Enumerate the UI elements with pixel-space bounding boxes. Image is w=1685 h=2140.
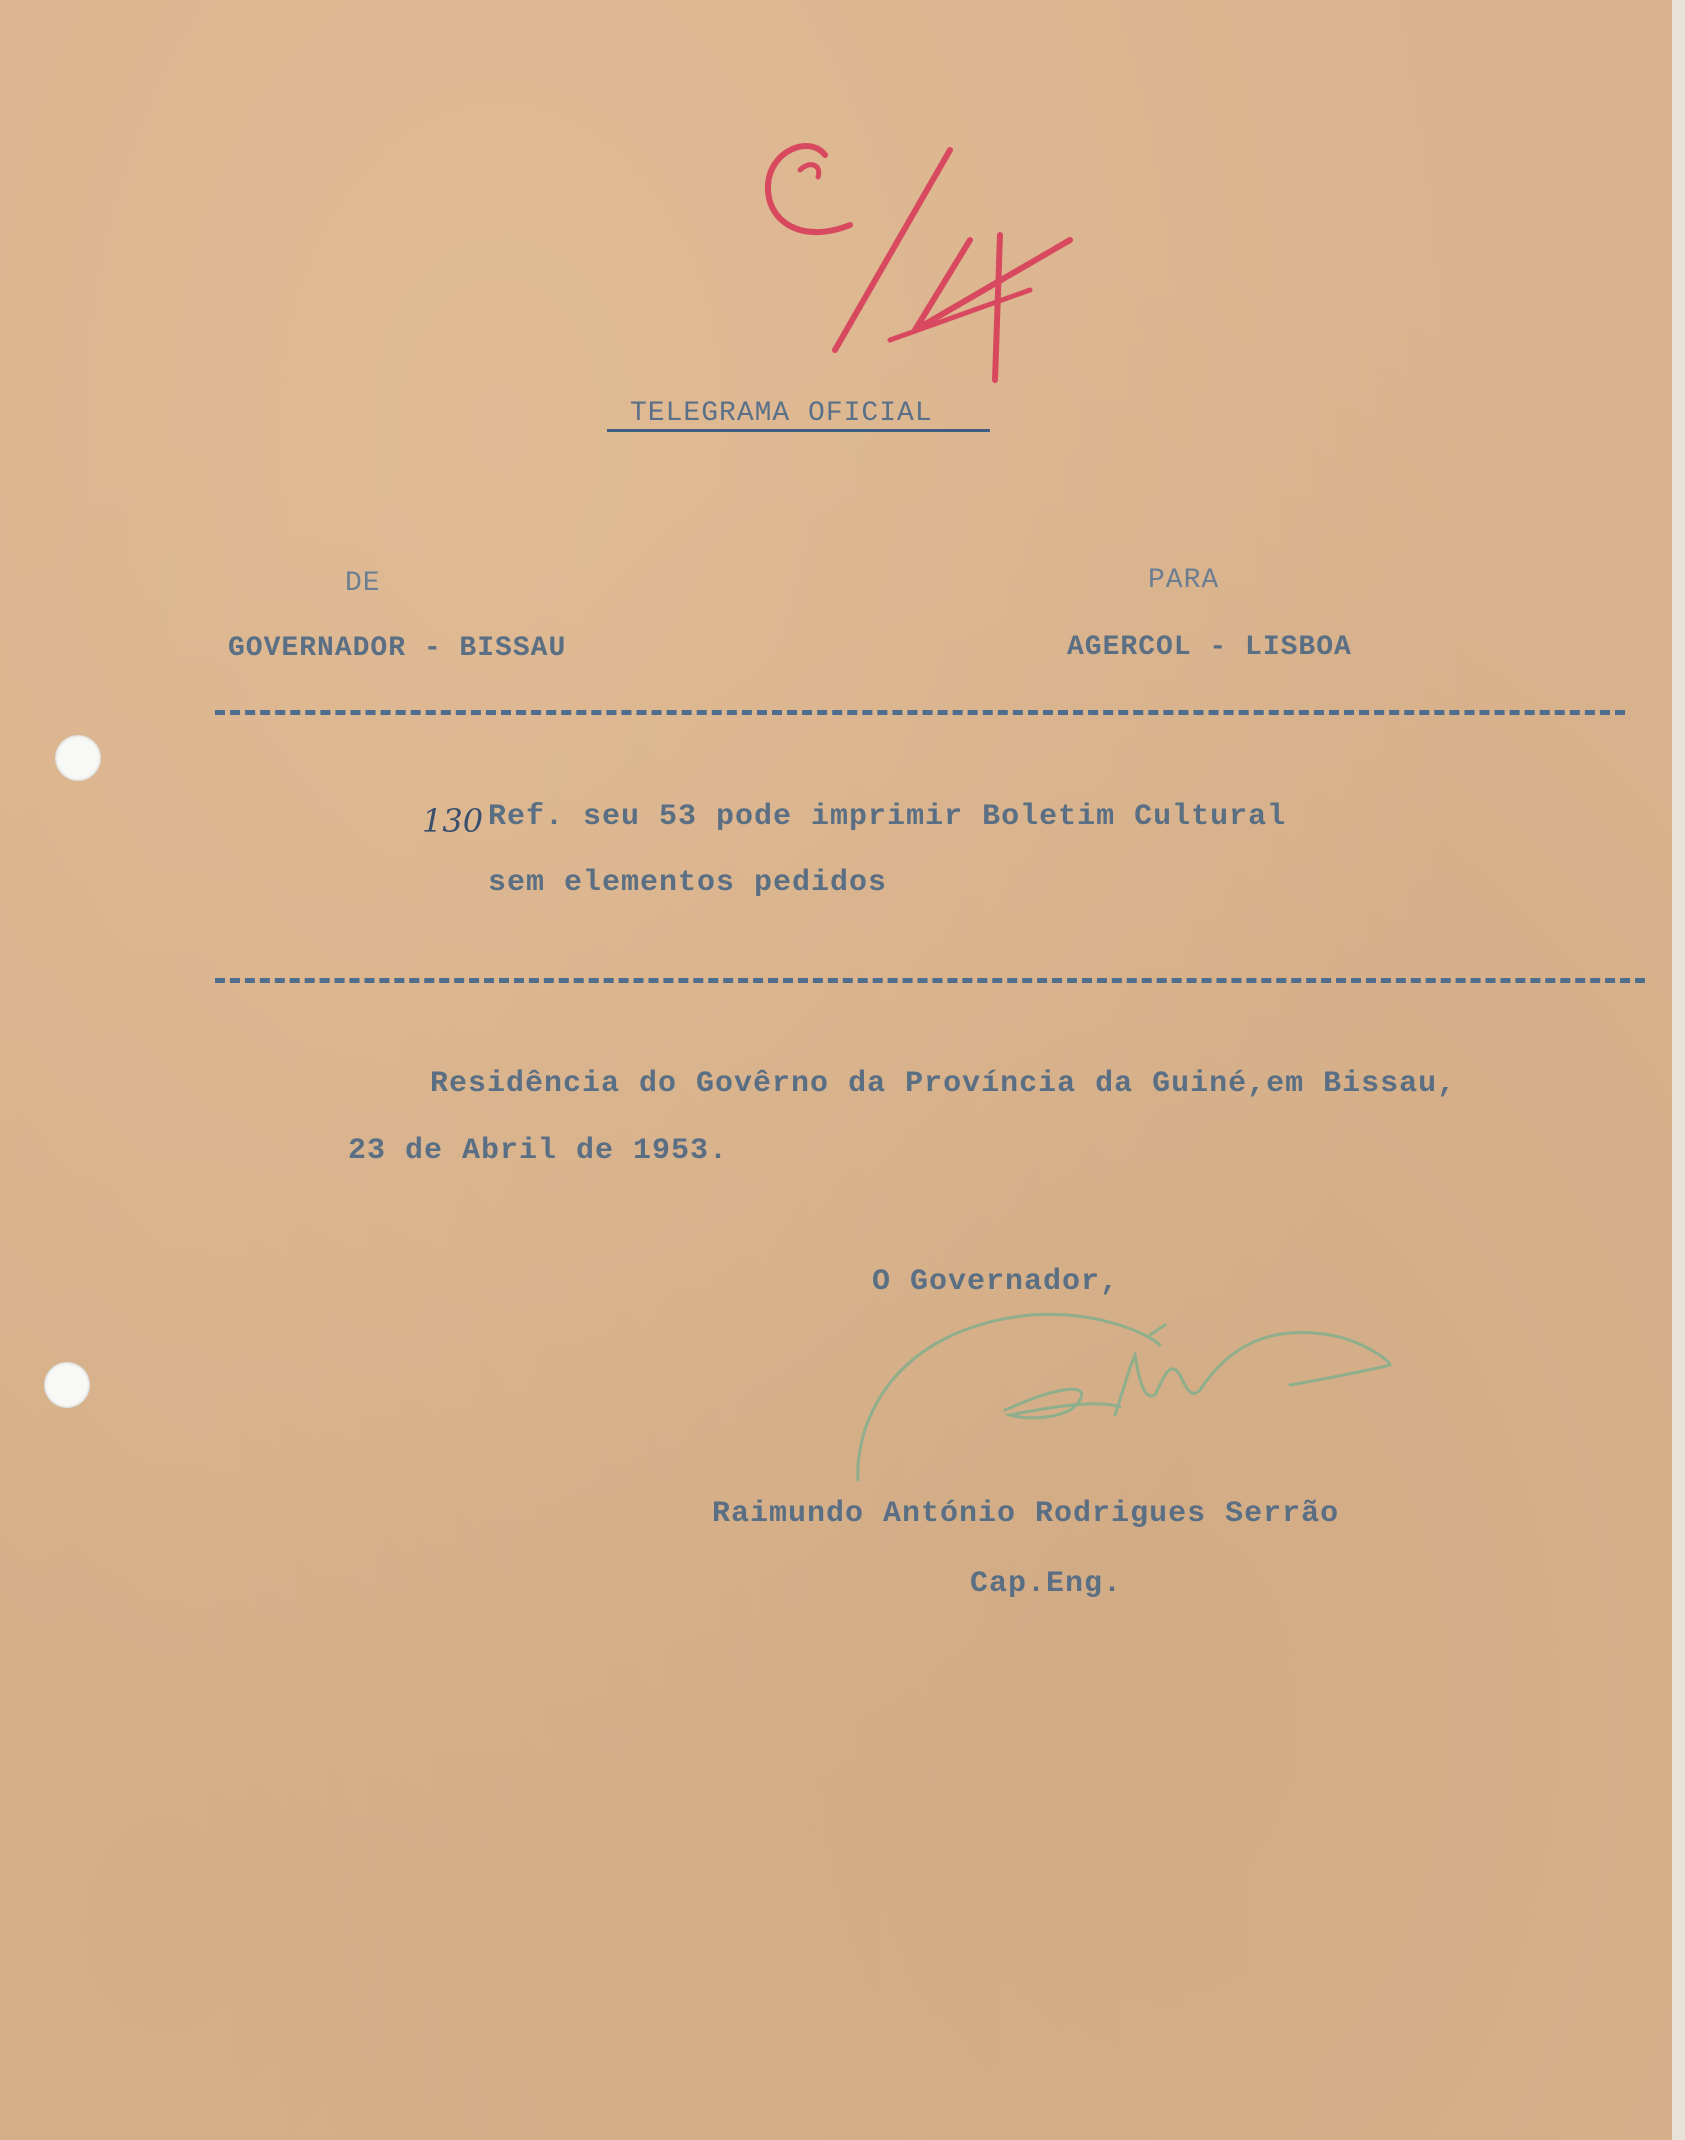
signatory-rank: Cap.Eng. bbox=[970, 1567, 1123, 1601]
punch-hole-top bbox=[55, 735, 101, 781]
to-value: AGERCOL - LISBOA bbox=[1067, 632, 1352, 663]
to-label: PARA bbox=[1148, 565, 1220, 596]
from-label: DE bbox=[345, 568, 381, 599]
title-underline bbox=[607, 429, 990, 432]
handwritten-signature bbox=[850, 1305, 1410, 1490]
message-divider bbox=[215, 978, 1645, 983]
telegram-title: TELEGRAMA OFICIAL bbox=[630, 398, 933, 429]
red-annotation-mark bbox=[740, 125, 1090, 395]
from-value: GOVERNADOR - BISSAU bbox=[228, 633, 567, 664]
closing-line: O Governador, bbox=[872, 1265, 1120, 1299]
handwritten-ref-number: 130 bbox=[422, 802, 484, 840]
header-divider bbox=[215, 710, 1625, 715]
place-line: Residência do Govêrno da Província da Guiné,em Bissau, bbox=[430, 1067, 1457, 1101]
punch-hole-bottom bbox=[44, 1362, 90, 1408]
signatory-name: Raimundo António Rodrigues Serrão bbox=[712, 1497, 1340, 1531]
message-line-1: Ref. seu 53 pode imprimir Boletim Cultural bbox=[488, 800, 1287, 834]
date-line: 23 de Abril de 1953. bbox=[348, 1134, 729, 1168]
message-line-2: sem elementos pedidos bbox=[488, 866, 888, 900]
